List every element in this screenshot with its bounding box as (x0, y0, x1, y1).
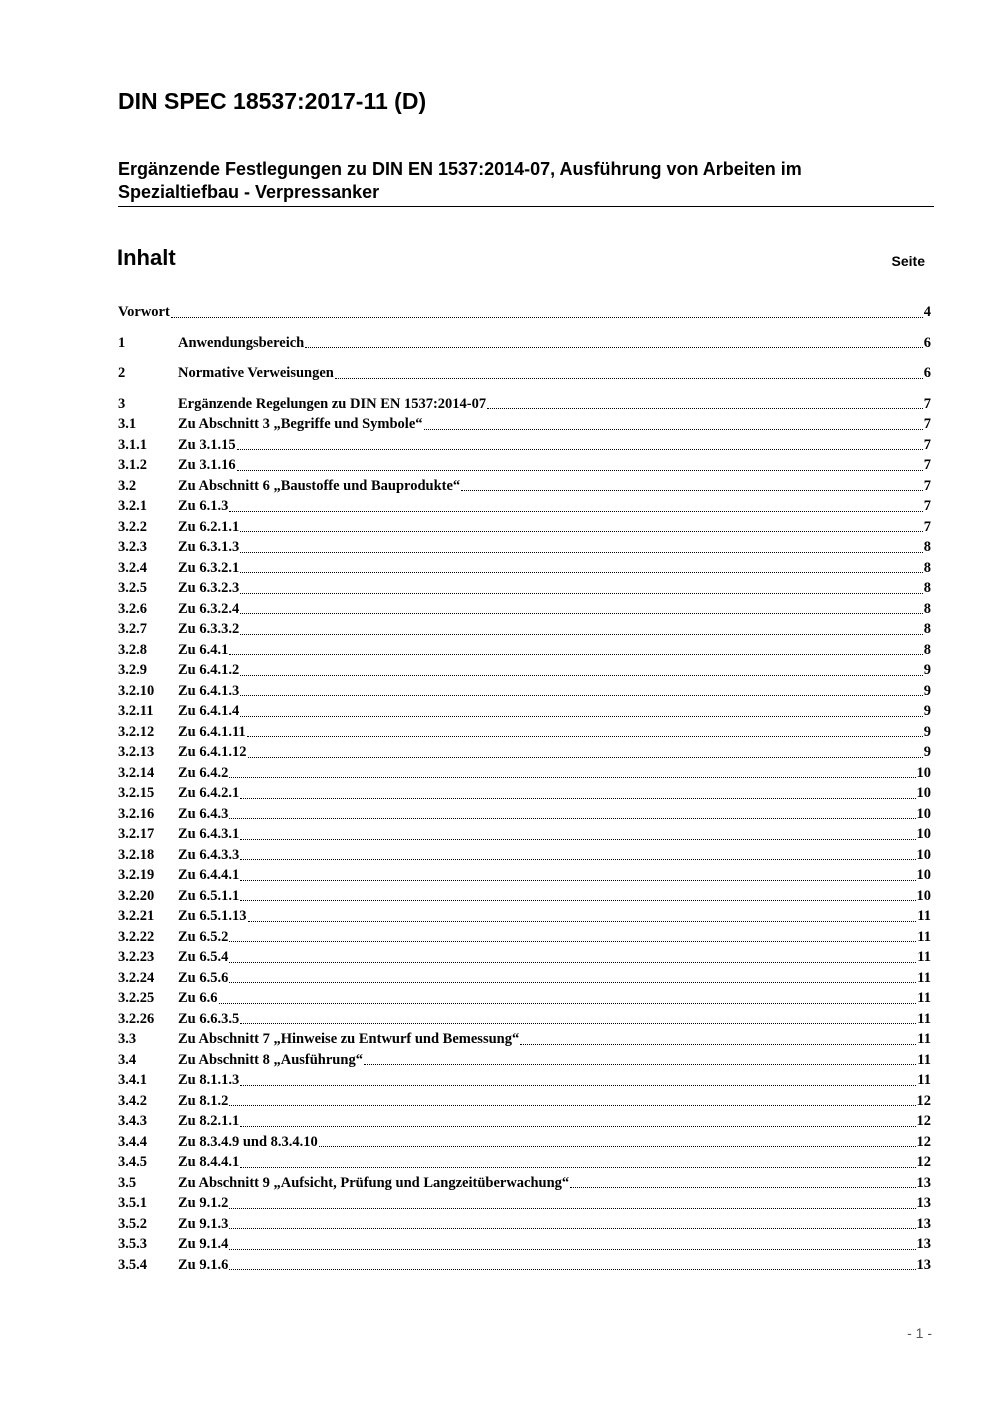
toc-leader-dots (229, 940, 916, 942)
toc-entry-page: 6 (923, 334, 931, 351)
toc-entry-label: Zu 6.4.1.12 (178, 744, 247, 760)
toc-entry[interactable] (118, 496, 931, 517)
toc-entry-label: Vorwort (118, 304, 170, 320)
toc-entry[interactable] (118, 927, 931, 948)
toc-leader-dots (240, 1022, 916, 1024)
toc-entry-number: 3.5 (118, 1174, 137, 1191)
toc-entry-number: 3.2.4 (118, 559, 147, 576)
toc-entry[interactable] (118, 476, 931, 497)
toc-entry-page: 10 (916, 826, 931, 842)
toc-leader-dots (240, 633, 923, 635)
toc-entry-page: 10 (916, 867, 931, 883)
toc-entry[interactable] (118, 1132, 931, 1153)
toc-entry-number: 3.2.5 (118, 580, 147, 596)
toc-entry-page: 11 (917, 949, 931, 965)
toc-entry-number: 3.5.2 (118, 1215, 147, 1232)
toc-entry-number: 3.2.6 (118, 600, 147, 617)
toc-entry-page: 12 (916, 1113, 931, 1129)
toc-entry-number: 3.2.17 (118, 826, 155, 842)
toc-leader-dots (240, 674, 923, 676)
toc-entry[interactable] (118, 947, 931, 968)
toc-entry-page: 11 (917, 1031, 931, 1047)
toc-entry-number: 3.2.22 (118, 928, 155, 945)
toc-entry[interactable] (118, 619, 931, 640)
toc-entry-label: Normative Verweisungen (178, 365, 334, 381)
toc-entry-page: 7 (923, 395, 931, 412)
toc-entry-number: 3.2.15 (118, 785, 155, 801)
document-subtitle (118, 158, 934, 207)
toc-entry-number: 3.2 (118, 477, 137, 494)
toc-entry-page: 4 (923, 304, 931, 320)
toc-leader-dots (520, 1043, 916, 1045)
toc-leader-dots (219, 1002, 917, 1004)
toc-entry-label: Zu 8.1.2 (178, 1092, 229, 1109)
toc-leader-dots (240, 694, 923, 696)
toc-entry-page: 9 (923, 723, 931, 740)
toc-entry-page: 11 (917, 1051, 931, 1068)
toc-entry-number: 3.4.1 (118, 1072, 147, 1088)
toc-entry-label: Zu 6.3.2.3 (178, 580, 240, 596)
toc-entry-label: Zu 6.1.3 (178, 498, 229, 514)
toc-entry-label: Zu 6.4.3.3 (178, 846, 240, 863)
toc-entry-page: 10 (916, 805, 931, 822)
toc-entry[interactable] (118, 435, 931, 456)
toc-entry-page: 8 (923, 559, 931, 576)
toc-entry-page: 12 (916, 1133, 931, 1150)
toc-entry-label: Zu 6.6 (178, 990, 218, 1006)
toc-leader-dots (240, 551, 923, 553)
toc-leader-dots (240, 879, 915, 881)
toc-entry-page: 8 (923, 641, 931, 658)
toc-leader-dots (247, 735, 923, 737)
toc-entry-page: 13 (916, 1236, 931, 1252)
toc-leader-dots (319, 1145, 916, 1147)
toc-entry[interactable] (118, 845, 931, 866)
toc-entry-number: 3.2.11 (118, 703, 154, 719)
toc-entry-label: Zu 6.4.3.1 (178, 826, 240, 842)
toc-leader-dots (240, 612, 923, 614)
toc-entry-number: 3.1.1 (118, 436, 147, 453)
toc-entry-page: 7 (923, 436, 931, 453)
toc-entry[interactable] (118, 824, 931, 845)
toc-entry-page: 7 (923, 518, 931, 535)
toc-entry[interactable] (118, 414, 931, 435)
toc-entry-page: 11 (917, 990, 931, 1006)
toc-entry[interactable] (118, 1214, 931, 1235)
toc-entry-number: 3.2.23 (118, 949, 155, 965)
toc-entry-number: 3.2.7 (118, 621, 147, 637)
toc-leader-dots (248, 920, 917, 922)
toc-entry-label: Zu 6.4.1.4 (178, 703, 240, 719)
toc-entry-number: 3.2.21 (118, 908, 155, 924)
toc-entry-number: 3.5.1 (118, 1195, 147, 1211)
toc-entry[interactable] (118, 517, 931, 538)
toc-entry[interactable] (118, 640, 931, 661)
toc-entry[interactable] (118, 701, 931, 722)
toc-entry[interactable] (118, 455, 931, 476)
toc-entry-label: Zu Abschnitt 7 „Hinweise zu Entwurf und Bemessung“ (178, 1031, 520, 1047)
toc-entry-label: Zu Abschnitt 6 „Baustoffe und Bauprodukte“ (178, 477, 461, 494)
toc-entry-number: 3.2.26 (118, 1010, 155, 1027)
toc-entry-page: 12 (916, 1092, 931, 1109)
toc-entry-label: Zu 6.5.4 (178, 949, 229, 965)
toc-entry[interactable] (118, 804, 931, 825)
toc-entry-number: 2 (118, 365, 126, 381)
toc-entry-number: 3.2.9 (118, 662, 147, 678)
toc-leader-dots (229, 817, 915, 819)
toc-leader-dots (240, 858, 915, 860)
toc-entry[interactable] (118, 599, 931, 620)
toc-entry[interactable] (118, 394, 931, 415)
toc-entry-number: 3.4.2 (118, 1092, 147, 1109)
toc-entry[interactable] (118, 763, 931, 784)
toc-entry-page: 10 (916, 785, 931, 801)
toc-entry-label: Zu 6.4.1.2 (178, 662, 240, 678)
toc-leader-dots (240, 715, 923, 717)
toc-leader-dots (229, 1227, 915, 1229)
toc-entry[interactable] (118, 1152, 931, 1173)
toc-entry[interactable] (118, 558, 931, 579)
page-column-label: Seite (891, 253, 925, 269)
toc-entry[interactable] (118, 886, 931, 907)
toc-entry-label: Zu 6.5.1.1 (178, 887, 240, 904)
toc-entry-page: 9 (923, 662, 931, 678)
toc-entry-label: Zu Abschnitt 8 „Ausführung“ (178, 1051, 363, 1068)
toc-entry-page: 7 (923, 457, 931, 473)
toc-entry-label: Zu 6.5.2 (178, 928, 229, 945)
toc-entry-label: Zu 6.3.2.1 (178, 559, 240, 576)
toc-leader-dots (240, 838, 915, 840)
toc-entry-label: Zu 8.4.4.1 (178, 1154, 240, 1170)
subtitle-line-1: Ergänzende Festlegungen zu DIN EN 1537:2014-07, Ausführung von Arbeiten im (118, 159, 802, 179)
toc-leader-dots (461, 489, 923, 491)
toc-entry-number: 3.2.24 (118, 969, 155, 986)
toc-entry-label: Zu 6.4.2.1 (178, 785, 240, 801)
toc-entry[interactable] (118, 742, 931, 763)
toc-entry[interactable] (118, 1234, 931, 1255)
toc-entry-number: 3.2.8 (118, 641, 147, 658)
toc-entry-number: 3.1 (118, 416, 137, 432)
toc-entry-number: 3.2.1 (118, 498, 147, 514)
toc-entry-number: 3.2.25 (118, 990, 155, 1006)
toc-entry[interactable] (118, 1029, 931, 1050)
toc-leader-dots (229, 1248, 915, 1250)
toc-entry[interactable] (118, 333, 931, 354)
toc-entry-label: Zu 3.1.15 (178, 436, 236, 453)
toc-entry-page: 8 (923, 580, 931, 596)
toc-entry-label: Zu 6.4.4.1 (178, 867, 240, 883)
toc-entry[interactable] (118, 1070, 931, 1091)
toc-leader-dots (240, 1084, 916, 1086)
toc-entry-page: 9 (923, 744, 931, 760)
toc-entry-number: 3.2.12 (118, 723, 155, 740)
toc-leader-dots (570, 1186, 915, 1188)
toc-entry-label: Zu 6.3.1.3 (178, 539, 240, 555)
toc-heading: Inhalt (117, 245, 176, 270)
toc-leader-dots (240, 530, 923, 532)
toc-leader-dots (229, 981, 916, 983)
toc-entry-label: Zu 9.1.2 (178, 1195, 229, 1211)
toc-entry[interactable] (118, 1111, 931, 1132)
toc-entry-label: Zu 6.4.1.11 (178, 723, 246, 740)
toc-entry-number: 3.4.5 (118, 1154, 147, 1170)
toc-leader-dots (335, 377, 923, 379)
toc-entry-label: Zu 6.4.1.3 (178, 682, 240, 699)
toc-entry[interactable] (118, 865, 931, 886)
toc-entry-number: 3.2.19 (118, 867, 155, 883)
toc-entry-page: 13 (916, 1195, 931, 1211)
toc-entry-number: 3.3 (118, 1031, 137, 1047)
toc-leader-dots (305, 346, 923, 348)
toc-entry-page: 7 (923, 416, 931, 432)
toc-entry[interactable] (118, 537, 931, 558)
toc-entry[interactable] (118, 1255, 931, 1276)
toc-entry-label: Zu 8.2.1.1 (178, 1113, 240, 1129)
toc-leader-dots (237, 469, 923, 471)
page-number: - 1 - (907, 1325, 932, 1341)
toc-leader-dots (240, 571, 923, 573)
toc-entry-label: Zu 6.4.1 (178, 641, 229, 658)
toc-entry-label: Zu Abschnitt 3 „Begriffe und Symbole“ (178, 416, 423, 432)
toc-entry-number: 3.2.2 (118, 518, 147, 535)
toc-entry-page: 11 (917, 908, 931, 924)
toc-entry[interactable] (118, 1009, 931, 1030)
toc-leader-dots (229, 510, 922, 512)
toc-entry-label: Zu 6.5.6 (178, 969, 229, 986)
toc-entry-page: 7 (923, 477, 931, 494)
toc-leader-dots (171, 316, 923, 318)
toc-entry[interactable] (118, 363, 931, 384)
toc-entry[interactable] (118, 1193, 931, 1214)
toc-leader-dots (229, 961, 916, 963)
toc-entry-page: 10 (916, 887, 931, 904)
toc-leader-dots (229, 1268, 915, 1270)
toc-entry-label: Zu 6.3.3.2 (178, 621, 240, 637)
toc-entry[interactable] (118, 1173, 931, 1194)
toc-entry-label: Zu 6.3.2.4 (178, 600, 240, 617)
toc-leader-dots (240, 899, 915, 901)
toc-entry-number: 3.2.14 (118, 764, 155, 781)
toc-entry-page: 13 (916, 1256, 931, 1273)
toc-entry-label: Zu 6.4.2 (178, 764, 229, 781)
toc-entry-number: 3.2.3 (118, 539, 147, 555)
toc-entry-page: 8 (923, 600, 931, 617)
toc-entry-label: Zu Abschnitt 9 „Aufsicht, Prüfung und Langzeitüberwachung“ (178, 1174, 570, 1191)
toc-entry[interactable] (118, 1091, 931, 1112)
toc-entry-label: Zu 9.1.6 (178, 1256, 229, 1273)
toc-entry[interactable] (118, 578, 931, 599)
toc-entry-number: 3.4 (118, 1051, 137, 1068)
toc-leader-dots (240, 1125, 915, 1127)
toc-entry-number: 3.4.4 (118, 1133, 147, 1150)
toc-leader-dots (237, 448, 923, 450)
toc-entry-number: 1 (118, 334, 126, 351)
toc-entry-number: 3.2.13 (118, 744, 155, 760)
toc-entry-page: 9 (923, 703, 931, 719)
toc-entry-label: Zu 9.1.3 (178, 1215, 229, 1232)
toc-entry-page: 11 (917, 969, 931, 986)
toc-leader-dots (364, 1063, 916, 1065)
toc-entry-number: 3.5.4 (118, 1256, 147, 1273)
toc-leader-dots (240, 797, 915, 799)
document-title: DIN SPEC 18537:2017-11 (D) (118, 88, 427, 114)
toc-leader-dots (240, 592, 923, 594)
toc-entry-page: 11 (917, 1072, 931, 1088)
toc-entry-page: 13 (916, 1174, 931, 1191)
toc-entry-label: Zu 3.1.16 (178, 457, 236, 473)
toc-entry-label: Zu 8.1.1.3 (178, 1072, 240, 1088)
toc-entry-label: Anwendungsbereich (178, 334, 305, 351)
toc-entry-number: 3.2.18 (118, 846, 155, 863)
toc-entry-label: Zu 8.3.4.9 und 8.3.4.10 (178, 1133, 318, 1150)
toc-entry-label: Zu 6.5.1.13 (178, 908, 247, 924)
toc-entry[interactable] (118, 302, 931, 323)
toc-entry-label: Ergänzende Regelungen zu DIN EN 1537:2014-07 (178, 395, 487, 412)
toc-entry-page: 9 (923, 682, 931, 699)
toc-entry-page: 8 (923, 621, 931, 637)
toc-entry-page: 11 (917, 1010, 931, 1027)
toc-entry-number: 3.5.3 (118, 1236, 147, 1252)
toc-entry-page: 10 (916, 764, 931, 781)
toc-entry-number: 3.1.2 (118, 457, 147, 473)
toc-entry[interactable] (118, 660, 931, 681)
toc-leader-dots (248, 756, 923, 758)
toc-entry-page: 12 (916, 1154, 931, 1170)
toc-leader-dots (229, 653, 922, 655)
toc-entry-page: 11 (917, 928, 931, 945)
toc-entry-number: 3.2.20 (118, 887, 155, 904)
toc-leader-dots (229, 1104, 915, 1106)
subtitle-line-2: Spezialtiefbau - Verpressanker (118, 182, 380, 202)
toc-entry-page: 6 (923, 365, 931, 381)
toc-entry[interactable] (118, 988, 931, 1009)
toc-entry-page: 8 (923, 539, 931, 555)
toc-leader-dots (487, 407, 923, 409)
toc-leader-dots (424, 428, 923, 430)
toc-entry-number: 3.4.3 (118, 1113, 147, 1129)
toc-entry[interactable] (118, 722, 931, 743)
toc-entry[interactable] (118, 1050, 931, 1071)
toc-entry[interactable] (118, 906, 931, 927)
toc-entry-page: 13 (916, 1215, 931, 1232)
toc-entry-label: Zu 6.2.1.1 (178, 518, 240, 535)
table-of-contents (118, 302, 931, 1275)
toc-entry[interactable] (118, 681, 931, 702)
toc-leader-dots (240, 1166, 915, 1168)
toc-entry[interactable] (118, 783, 931, 804)
toc-leader-dots (229, 1207, 915, 1209)
toc-entry-label: Zu 6.4.3 (178, 805, 229, 822)
toc-entry[interactable] (118, 968, 931, 989)
toc-entry-page: 10 (916, 846, 931, 863)
toc-leader-dots (229, 776, 915, 778)
toc-entry-label: Zu 9.1.4 (178, 1236, 229, 1252)
toc-entry-number: 3.2.16 (118, 805, 155, 822)
toc-entry-number: 3.2.10 (118, 682, 155, 699)
toc-entry-label: Zu 6.6.3.5 (178, 1010, 240, 1027)
toc-entry-number: 3 (118, 395, 126, 412)
toc-entry-page: 7 (923, 498, 931, 514)
